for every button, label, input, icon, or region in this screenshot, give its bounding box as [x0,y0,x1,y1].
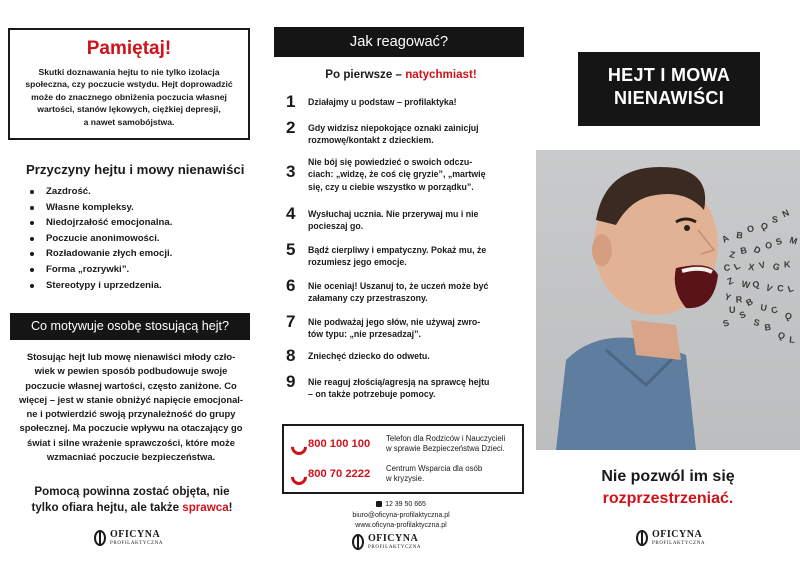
flying-letter: Z [725,275,735,287]
step-item [286,372,526,401]
logo-sub: PROFILAKTYCZNA [110,541,164,546]
helpline-row [290,464,482,484]
step-line: pocieszaj go. [308,221,364,232]
helpline-desc: Centrum Wsparcia dla osób [386,464,483,473]
remember-line: wartości, stanów lękowych, ciężkiej depresji, [37,104,221,115]
phone-icon [376,501,382,507]
step-number: 6 [286,276,296,295]
step-line: Wysłuchaj ucznia. Nie przerywaj mu i nie [308,209,479,219]
logo [94,530,163,546]
logo [352,534,421,550]
contact-phone [270,500,532,511]
flying-letter: L [786,283,795,295]
step-item [286,204,526,233]
step-number: 5 [286,240,296,259]
flying-letter: Y [723,291,733,303]
step-line: załamany czy przestraszony. [308,293,428,304]
cause-item: Stereotypy i uprzedzenia. [30,278,172,294]
step-number: 9 [286,372,296,391]
cause-item: Własne kompleksy. [30,200,172,216]
phone-icon [290,438,302,450]
flying-letter: B [735,229,744,241]
cause-item: Niedojrzałość emocjonalna. [30,215,172,231]
motivates-line: więcej – jest w stanie obniżyć napięcie emocjonal- [18,393,244,405]
contact-info [270,500,532,532]
motivates-line: poczucie własnej wartości, często zaniżone. Co [25,379,237,391]
help-red-word: sprawca [182,501,229,514]
step-line: Działajmy u podstaw – profilaktyka! [308,97,457,107]
flying-letter: D [752,244,763,256]
shouting-man-photo [536,150,800,450]
flying-letter: U [729,305,736,315]
causes-title: Przyczyny hejtu i mowy nienawiści [26,162,245,177]
helpline-desc: w kryzysie. [386,474,425,483]
step-item [286,240,526,269]
flying-letter: B [739,245,748,257]
step-line: tów typu: „nie przesadzaj”. [308,329,421,340]
remember-line: a nawet samobójstwa. [83,116,175,127]
step-line: Bądź cierpliwy i empatyczny. Pokaż mu, że [308,245,487,255]
step-item [286,118,526,147]
help-text [12,484,252,516]
motivates-line: Stosując hejt lub mowę nienawiści młody czło- [26,351,236,362]
step-line: się, czy u ciebie wszystko w porządku”. [308,181,474,192]
helpline-number[interactable]: 800 100 100 [308,438,371,450]
help-prefix: tylko ofiara hejtu, ale także [31,501,183,514]
step-line: Nie oceniaj! Uszanuj to, że uczeń może być [308,281,489,291]
cause-item: Rozładowanie złych emocji. [30,246,172,262]
step-line: rozumiesz jego emocje. [308,257,407,268]
cause-item: Poczucie anonimowości. [30,231,172,247]
step-item [286,152,526,193]
remember-text [18,66,240,128]
step-item [286,312,526,341]
slogan-line: Nie pozwól im się [601,468,735,485]
slogan [536,466,800,510]
logo-mark-icon [636,530,648,546]
flying-letter: C [723,262,731,273]
flying-letter: L [732,260,742,273]
remember-line: może do znacznego obniżenia poczucia własnej [31,91,227,102]
step-number: 2 [286,118,296,137]
logo-sub: PROFILAKTYCZNA [652,541,706,546]
flying-letter: S [721,317,731,329]
flying-letter: V [757,259,767,271]
flying-letter: A [720,232,731,245]
logo-name: OFICYNA [110,529,161,540]
helpline-desc: Telefon dla Rodziców i Nauczycieli [386,434,506,443]
step-line: Nie reaguj złością/agresją na sprawcę hejtu [308,377,490,387]
remember-box [8,28,250,140]
logo-sub: PROFILAKTYCZNA [368,545,422,550]
main-title-line: HEJT I MOWA [607,65,731,85]
flying-letter: W [740,278,752,291]
flying-letter: M [788,234,799,247]
remember-line: Skutki doznawania hejtu to nie tylko izolacja [38,67,220,77]
slogan-red-line: rozprzestrzeniać. [602,490,734,507]
flying-letter: Q [759,220,770,233]
step-item [286,92,526,112]
flying-letter: Q [751,278,761,290]
step-line: Nie podważaj jego słów, nie używaj zwro- [308,317,481,327]
flying-letter: G [771,260,782,273]
motivates-line: świat i silne wrażenie sprawczości, które może [27,436,235,448]
contact-email[interactable]: biuro@oficyna-profilaktyczna.pl [352,511,450,519]
flying-letter: V [764,282,774,295]
motivates-line: społecznej. Ma poczucie wpływu na otaczający go [19,422,243,434]
step-number: 1 [286,92,296,111]
step-line: Gdy widzisz niepokojące oznaki zainicjuj [308,123,479,133]
step-number: 8 [286,346,296,365]
flying-letter: Q [783,310,794,323]
help-suffix: ! [228,501,233,514]
first-line [270,68,532,81]
right-panel [536,0,800,566]
logo-mark-icon [352,534,364,550]
flying-letter: O [745,223,756,235]
causes-list [30,184,172,293]
logo-name: OFICYNA [652,529,703,540]
step-number: 7 [286,312,296,331]
flying-letter: N [780,207,791,220]
motivates-line: ne i potwierdzić swoją przynależność do grupy [26,408,236,420]
contact-website[interactable]: www.oficyna-profilaktyczna.pl [355,522,447,529]
cause-item: Forma „rozrywki”. [30,262,172,278]
flying-letter: C [770,304,779,316]
remember-line: społeczna, czy poczucie wstydu. Hejt doprowadzić [25,79,233,90]
flying-letter: B [763,321,772,333]
main-title-box [578,52,760,126]
logo [636,530,705,546]
flying-letter: L [788,334,796,345]
flying-letter: Z [728,249,737,261]
help-line: Pomocą powinna zostać objęta, nie [34,485,230,498]
flying-letter: B [744,296,755,309]
helpline-row [290,434,505,454]
step-item [286,346,526,366]
flying-letter: S [737,309,748,321]
helpline-box [282,424,524,494]
first-red: natychmiast! [405,68,477,81]
left-panel [0,0,265,566]
remember-title: Pamiętaj! [86,38,172,59]
main-title-line: NIENAWIŚCI [613,88,724,108]
flying-letter: U [759,302,768,314]
motivates-line: wiek w pewien sposób podbudowuje swoje [34,365,228,377]
helpline-number[interactable]: 800 70 2222 [308,468,371,480]
step-line: Nie bój się powiedzieć o swoich odczu- [308,157,473,167]
motivates-text [12,350,250,464]
motivates-banner: Co motywuje osobę stosującą hejt? [10,313,250,340]
step-line: rozmowę/kontakt z dzieckiem. [308,135,434,146]
flying-letters [536,150,800,450]
flying-letter: S [771,214,779,225]
help-line [12,500,252,516]
cause-item: Zazdrość. [30,184,172,200]
flying-letter: Q [776,329,787,342]
flying-letter: O [764,240,773,251]
step-number: 4 [286,204,296,223]
flying-letter: S [752,317,761,329]
step-number: 3 [286,162,296,181]
step-line: – on także potrzebuje pomocy. [308,389,436,400]
step-line: Zniechęć dziecko do odwetu. [308,351,430,361]
flying-letter: K [783,259,791,270]
react-banner: Jak reagować? [274,27,524,57]
contact-phone-number[interactable]: 12 39 50 665 [385,501,426,508]
step-item [286,276,526,305]
middle-panel [270,0,532,566]
flying-letter: C [776,283,785,294]
step-line: ciach: „widzę, że coś cię gryzie”, „martwię [308,169,486,180]
helpline-desc: w sprawie Bezpieczeństwa Dzieci. [386,444,505,453]
phone-icon [290,468,302,480]
flying-letter: S [774,235,784,248]
logo-name: OFICYNA [368,533,419,544]
flying-letter: R [735,294,743,305]
logo-mark-icon [94,530,106,546]
motivates-line: wzmacniać poczucie bezpieczeństwa. [46,451,216,463]
flying-letter: X [747,261,756,273]
first-prefix: Po pierwsze – [325,68,406,81]
